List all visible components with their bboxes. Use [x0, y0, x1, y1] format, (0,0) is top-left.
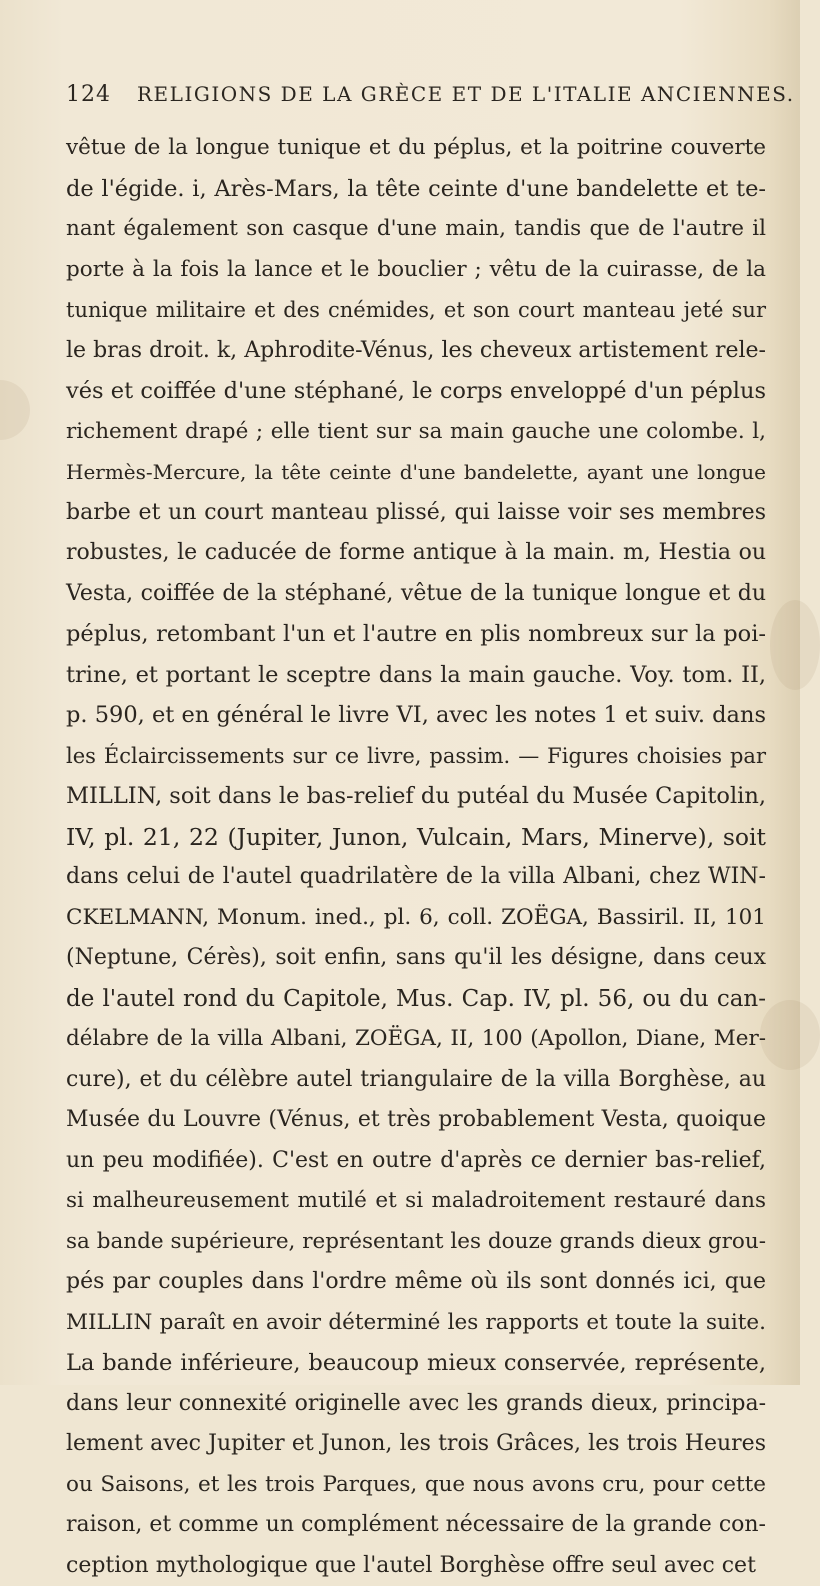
page-number: 124	[66, 82, 111, 107]
text-line: MILLIN, soit dans le bas-relief du putéal du Musée Capitolin,	[66, 776, 766, 817]
text-line: si malheureusement mutilé et si maladroitement restauré dans	[66, 1181, 766, 1222]
text-line: lement avec Jupiter et Junon, les trois Grâces, les trois Heures	[66, 1424, 766, 1465]
text-line: vés et coiffée d'une stéphané, le corps enveloppé d'un péplus	[66, 371, 766, 412]
text-line: Musée du Louvre (Vénus, et très probablement Vesta, quoique	[66, 1100, 766, 1141]
text-line: Vesta, coiffée de la stéphané, vêtue de la tunique longue et du	[66, 574, 766, 615]
text-line: ou Saisons, et les trois Parques, que nous avons cru, pour cette	[66, 1465, 766, 1506]
text-line: barbe et un court manteau plissé, qui laisse voir ses membres	[66, 493, 766, 534]
text-line: robustes, le caducée de forme antique à la main. m, Hestia ou	[66, 533, 766, 574]
text-line: de l'autel rond du Capitole, Mus. Cap. IV, pl. 56, ou du can-	[66, 979, 766, 1020]
text-line: le bras droit. k, Aphrodite-Vénus, les cheveux artistement rele-	[66, 331, 766, 372]
text-line: MILLIN paraît en avoir déterminé les rapports et toute la suite.	[66, 1303, 766, 1344]
text-line: dans leur connexité originelle avec les grands dieux, principa-	[66, 1384, 766, 1425]
text-line: dans celui de l'autel quadrilatère de la villa Albani, chez WIN-	[66, 857, 766, 898]
text-line: nant également son casque d'une main, tandis que de l'autre il	[66, 209, 766, 250]
text-line: (Neptune, Cérès), soit enfin, sans qu'il les désigne, dans ceux	[66, 938, 766, 979]
text-line: vêtue de la longue tunique et du péplus, et la poitrine couverte	[66, 128, 766, 169]
text-line: p. 590, et en général le livre VI, avec les notes 1 et suiv. dans	[66, 695, 766, 736]
text-line: IV, pl. 21, 22 (Jupiter, Junon, Vulcain, Mars, Minerve), soit	[66, 817, 766, 858]
text-line: pés par couples dans l'ordre même où ils sont donnés ici, que	[66, 1262, 766, 1303]
text-line: trine, et portant le sceptre dans la main gauche. Voy. tom. II,	[66, 655, 766, 696]
text-line: richement drapé ; elle tient sur sa main gauche une colombe. l,	[66, 412, 766, 453]
text-line: Hermès-Mercure, la tête ceinte d'une bandelette, ayant une longue	[66, 452, 766, 493]
body-text	[66, 128, 766, 1586]
text-line: ception mythologique que l'autel Borghèse offre seul avec cet	[66, 1546, 766, 1586]
text-line: CKELMANN, Monum. ined., pl. 6, coll. ZOËGA, Bassiril. II, 101	[66, 898, 766, 939]
running-title: RELIGIONS DE LA GRÈCE ET DE L'ITALIE ANCIENNES.	[137, 82, 795, 106]
running-header	[66, 82, 766, 118]
text-line: délabre de la villa Albani, ZOËGA, II, 100 (Apollon, Diane, Mer-	[66, 1019, 766, 1060]
text-line: de l'égide. i, Arès-Mars, la tête ceinte d'une bandelette et te-	[66, 169, 766, 210]
text-line: La bande inférieure, beaucoup mieux conservée, représente,	[66, 1343, 766, 1384]
text-line: sa bande supérieure, représentant les douze grands dieux grou-	[66, 1222, 766, 1263]
text-line: péplus, retombant l'un et l'autre en plis nombreux sur la poi-	[66, 614, 766, 655]
text-line: les Éclaircissements sur ce livre, passim. — Figures choisies par	[66, 736, 766, 777]
text-line: cure), et du célèbre autel triangulaire de la villa Borghèse, au	[66, 1060, 766, 1101]
text-line: porte à la fois la lance et le bouclier ; vêtu de la cuirasse, de la	[66, 250, 766, 291]
text-line: tunique militaire et des cnémides, et son court manteau jeté sur	[66, 290, 766, 331]
text-line: un peu modifiée). C'est en outre d'après ce dernier bas-relief,	[66, 1141, 766, 1182]
text-line: raison, et comme un complément nécessaire de la grande con-	[66, 1505, 766, 1546]
